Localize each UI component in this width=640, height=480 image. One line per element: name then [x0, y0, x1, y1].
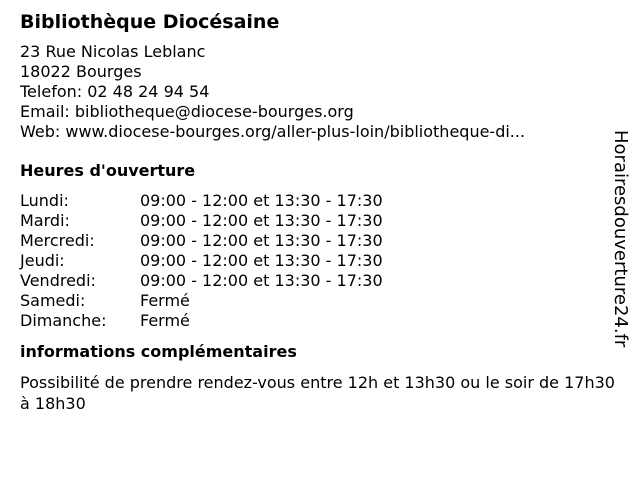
day-hours: 09:00 - 12:00 et 13:30 - 17:30 [140, 231, 383, 250]
hours-row-wednesday [20, 231, 610, 251]
web-line: Web: www.diocese-bourges.org/aller-plus-loin/bibliotheque-di... [20, 122, 526, 141]
additional-info-heading: informations complémentaires [20, 342, 297, 361]
day-hours: 09:00 - 12:00 et 13:30 - 17:30 [140, 191, 383, 210]
address-street: 23 Rue Nicolas Leblanc [20, 42, 206, 61]
page-title: Bibliothèque Diocésaine [20, 11, 280, 33]
day-label: Jeudi: [20, 251, 65, 270]
day-label: Vendredi: [20, 271, 96, 290]
day-label: Dimanche: [20, 311, 107, 330]
day-hours: 09:00 - 12:00 et 13:30 - 17:30 [140, 251, 383, 270]
hours-row-thursday [20, 251, 610, 271]
email-line: Email: bibliotheque@diocese-bourges.org [20, 102, 354, 121]
opening-hours-heading: Heures d'ouverture [20, 161, 196, 180]
day-hours: 09:00 - 12:00 et 13:30 - 17:30 [140, 211, 383, 230]
additional-info-text: Possibilité de prendre rendez-vous entre 12h et 13h30 ou le soir de 17h30 à 18h30 [20, 373, 615, 413]
library-info-card [20, 10, 615, 414]
day-label: Mardi: [20, 211, 70, 230]
hours-row-tuesday [20, 211, 610, 231]
day-hours: Fermé [140, 291, 190, 310]
site-watermark [610, 130, 630, 370]
hours-row-monday [20, 191, 610, 211]
watermark-text: Horairesdouverture24.fr [610, 130, 631, 348]
day-label: Samedi: [20, 291, 86, 310]
phone-line: Telefon: 02 48 24 94 54 [20, 82, 210, 101]
address-city: 18022 Bourges [20, 62, 142, 81]
hours-row-sunday [20, 311, 610, 331]
hours-row-saturday [20, 291, 610, 311]
hours-row-friday [20, 271, 610, 291]
day-hours: 09:00 - 12:00 et 13:30 - 17:30 [140, 271, 383, 290]
day-hours: Fermé [140, 311, 190, 330]
day-label: Lundi: [20, 191, 69, 210]
day-label: Mercredi: [20, 231, 95, 250]
